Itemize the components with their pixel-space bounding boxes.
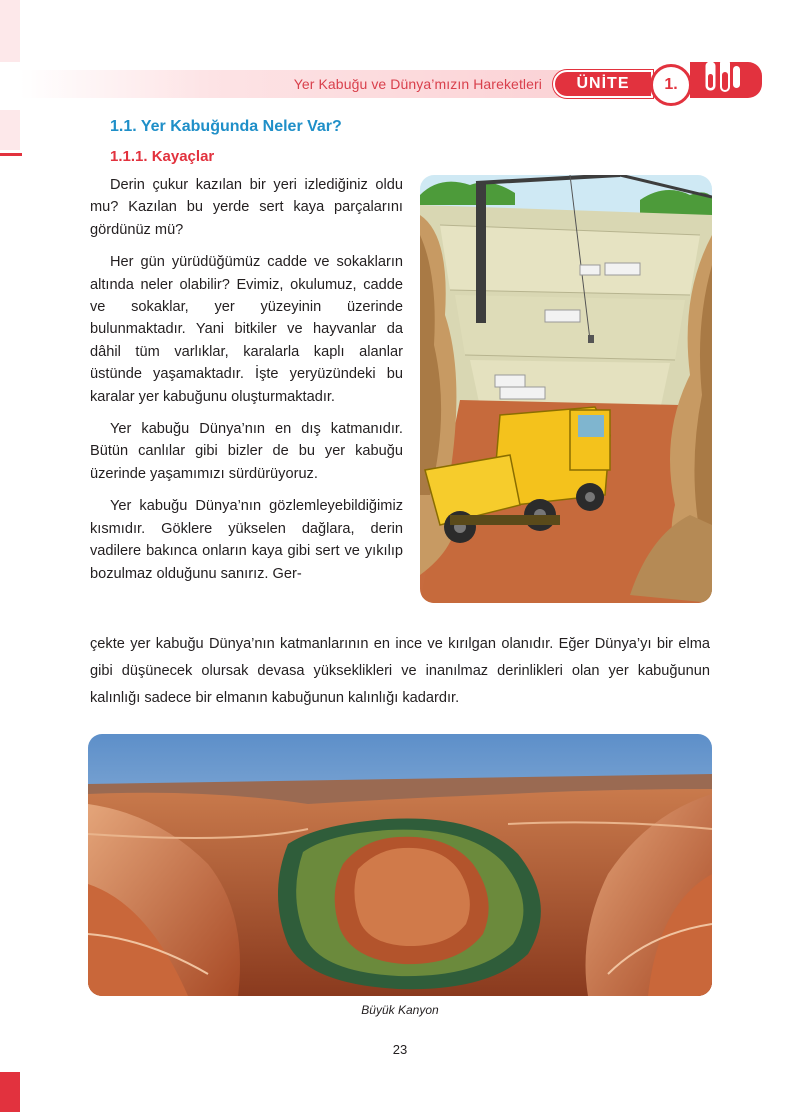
unit-number: 1. xyxy=(650,64,692,106)
paragraph-3: Yer kabuğu Dünya’nın en dış katmanıdır. Bütün canlılar gibi bizler de bu yer kabuğu üzerinde yaşamımızı sürdürüyoruz. xyxy=(90,421,403,482)
chapter-title: Yer Kabuğu ve Dünya’mızın Hareketleri xyxy=(293,76,542,92)
subsection-heading: 1.1.1. Kayaçlar xyxy=(110,148,215,165)
section-heading: 1.1. Yer Kabuğunda Neler Var? xyxy=(110,118,342,135)
body-text-column xyxy=(90,174,403,585)
side-tab-top xyxy=(0,0,20,62)
canyon-photo-drawing xyxy=(88,734,712,996)
excavation-illustration-drawing xyxy=(420,175,712,603)
page-number: 23 xyxy=(392,1042,408,1057)
paragraph-1: Derin çukur kazılan bir yeri izlediğiniz oldu mu? Kazılan bu yerde sert kaya parçalarını gördünüz mü? xyxy=(90,177,403,238)
paragraph-2: Her gün yürüdüğümüz cadde ve sokakların altında neler olabilir? Evimiz, okulumuz, cadde ve sokaklar, yer yüzeyinin üzerinde bulunmaktadır. Yani bitkiler ve hayvanlar da dâhil tüm varlıklar, karalarla kaplı alanlar üstünde yaşamaktadır. İşte yeryüzündeki bu karalar yer kabuğunu oluşturmaktadır. xyxy=(90,254,403,405)
paragraph-4: Yer kabuğu Dünya’nın gözlemleyebildiğimiz kısmıdır. Göklere yükselen dağlara, derin vadilere bakınca onların kaya gibi sert ve yıkılıp bozulmaz olduğunu sanırız. Ger- xyxy=(90,498,403,582)
paragraph-4-continuation: çekte yer kabuğu Dünya’nın katmanlarının en ince ve kırılgan olanıdır. Eğer Dünya’yı bir elma gibi düşünecek olursak devasa yükseklikleri ve inanılmaz derinlikleri olan yer kabuğunun kalınlığı sadece bir elmanın kabuğunun kalınlığı kadardır. xyxy=(90,636,710,706)
side-marker xyxy=(0,153,22,156)
figure-caption: Büyük Kanyon xyxy=(361,1003,439,1017)
side-tab-middle xyxy=(0,110,20,150)
excavation-illustration xyxy=(420,175,712,603)
test-tube-icon xyxy=(700,56,744,100)
canyon-photo xyxy=(88,734,712,996)
side-tab-bottom xyxy=(0,1072,20,1112)
unit-badge: ÜNİTE xyxy=(553,70,653,98)
